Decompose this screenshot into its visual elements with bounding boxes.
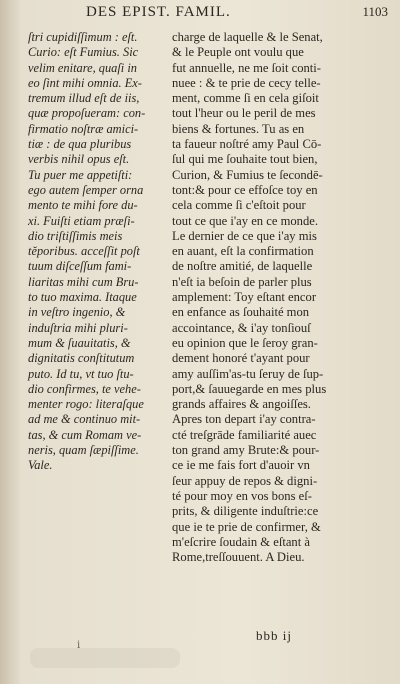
- latin-text-line: neris, quam ſæpiſſime.: [28, 443, 139, 458]
- french-text-line: nuee : & te prie de cecy telle-: [172, 75, 321, 90]
- latin-text-line: firmatio noſtræ amici-: [28, 121, 139, 136]
- latin-text-line: Vale.: [28, 458, 53, 473]
- french-text-line: té pour moy en vos bons eſ-: [172, 488, 312, 503]
- latin-text-line: quæ propoſueram: con-: [28, 106, 146, 121]
- running-head: DES EPIST. FAMIL.: [86, 4, 231, 20]
- french-text-line: & le Peuple ont voulu que: [172, 45, 304, 60]
- french-text-line: Le dernier de ce que i'ay mis: [172, 228, 317, 243]
- french-text-line: cela comme ſi c'eſtoit pour: [172, 198, 306, 213]
- latin-text-line: liaritas mihi cum Bru-: [28, 274, 139, 289]
- latin-text-line: puto. Id tu, vt tuo ſtu-: [28, 366, 134, 381]
- french-text-line: en auant, eſt la confirmation: [172, 244, 314, 259]
- french-text-line: tont:& pour ce effoſce toy en: [172, 182, 318, 197]
- latin-text-line: Curio: eſt Fumius. Sic: [28, 45, 139, 60]
- latin-text-line: to tuo maxima. Itaque: [28, 290, 137, 305]
- french-text-line: ton grand amy Brute:& pour-: [172, 443, 320, 458]
- french-text-line: eu opinion que le ſeroy gran-: [172, 335, 318, 350]
- latin-text-line: xi. Fuiſti etiam præſi-: [28, 213, 135, 228]
- french-text-line: tout l'heur ou le peril de mes: [172, 106, 316, 121]
- latin-text-line: mum & ſuauitatis, &: [28, 335, 131, 350]
- latin-text-line: ſtri cupidiſſimum : eſt.: [28, 30, 138, 44]
- latin-text-line: tremum illud eſt de iis,: [28, 91, 140, 106]
- french-column: [172, 30, 392, 565]
- french-text-line: ment, comme ſi en cela giſoit: [172, 91, 319, 106]
- french-text-line: n'eſt ia beſoin de parler plus: [172, 274, 312, 289]
- french-text-line: prits, & diligente induſtrie:ce: [172, 504, 319, 519]
- latin-text-line: tiæ : de qua pluribus: [28, 137, 132, 152]
- french-text-line: que ie te prie de confirmer, &: [172, 519, 321, 534]
- french-text-line: port,& ſauuegarde en mes plus: [172, 381, 327, 396]
- french-text-line: ta faueur noſtré amy Paul Cō-: [172, 137, 322, 152]
- latin-text-line: dio confirmes, te vehe-: [28, 381, 141, 396]
- french-text-line: m'eſcrire ſoudain & eſtant à: [172, 534, 310, 549]
- signature-mark: bbb ij: [256, 628, 292, 643]
- french-text-line: Curion, & Fumius te ſecondē-: [172, 167, 323, 182]
- latin-text-line: in veſtro ingenio, &: [28, 305, 126, 320]
- page-number: 1103: [362, 4, 388, 19]
- latin-text-line: eo ſint mihi omnia. Ex-: [28, 75, 142, 90]
- latin-text-line: induſtria mihi pluri-: [28, 320, 128, 335]
- french-text-line: biens & fortunes. Tu as en: [172, 121, 305, 136]
- latin-text-line: tuum diſceſſum fami-: [28, 259, 132, 274]
- latin-text-line: verbis nihil opus eſt.: [28, 152, 130, 167]
- french-text-line: en enfance as ſouhaité mon: [172, 305, 310, 320]
- latin-text-line: tas, & cum Romam ve-: [28, 427, 142, 442]
- page-header: [0, 4, 400, 26]
- french-text-line: amy auſſim'as-tu ſeruy de ſup-: [172, 366, 324, 381]
- french-text-line: Rome,treſſouuent. A Dieu.: [172, 550, 305, 565]
- french-text-line: accointance, & i'ay tonſiouſ: [172, 320, 311, 335]
- latin-text-line: tĕporibus. acceſſit poſt: [28, 244, 140, 259]
- french-text-line: cté treſgrāde familiarité auec: [172, 427, 317, 442]
- french-text-line: grands affaires & angoiſſes.: [172, 397, 311, 412]
- french-text-line: ce ie me fais fort d'auoir vn: [172, 458, 310, 473]
- french-text-line: ſul qui me ſouhaite tout bien,: [172, 152, 318, 167]
- latin-text-line: dignitatis conſtitutum: [28, 351, 135, 366]
- latin-text-line: mento te mihi fore du-: [28, 198, 138, 213]
- latin-text-line: Tu puer me appetiſti:: [28, 167, 133, 182]
- latin-text-line: ego autem ſemper orna: [28, 182, 144, 197]
- french-text-line: de noſtre amitié, de laquelle: [172, 259, 313, 274]
- french-text-line: charge de laquelle & le Senat,: [172, 30, 323, 44]
- latin-text-line: velim enitare, quaſi in: [28, 60, 137, 75]
- page-smudge: [30, 648, 180, 668]
- french-text-line: tout ce que i'ay en ce monde.: [172, 213, 318, 228]
- latin-text-line: menter rogo: literaſque: [28, 397, 144, 412]
- french-text-line: Apres ton depart i'ay contra-: [172, 412, 316, 427]
- french-text-line: amplement: Toy eſtant encor: [172, 290, 317, 305]
- french-text-line: fut annuelle, ne me ſoit conti-: [172, 60, 321, 75]
- french-text-line: ſeur appuy de repos & digni-: [172, 473, 318, 488]
- latin-column: [28, 30, 166, 474]
- latin-text-line: ad me & continuo mit-: [28, 412, 141, 427]
- french-text-line: dement honoré t'ayant pour: [172, 351, 310, 366]
- latin-text-line: dio triſtiſſimis meis: [28, 228, 123, 243]
- margin-mark: i: [77, 640, 81, 651]
